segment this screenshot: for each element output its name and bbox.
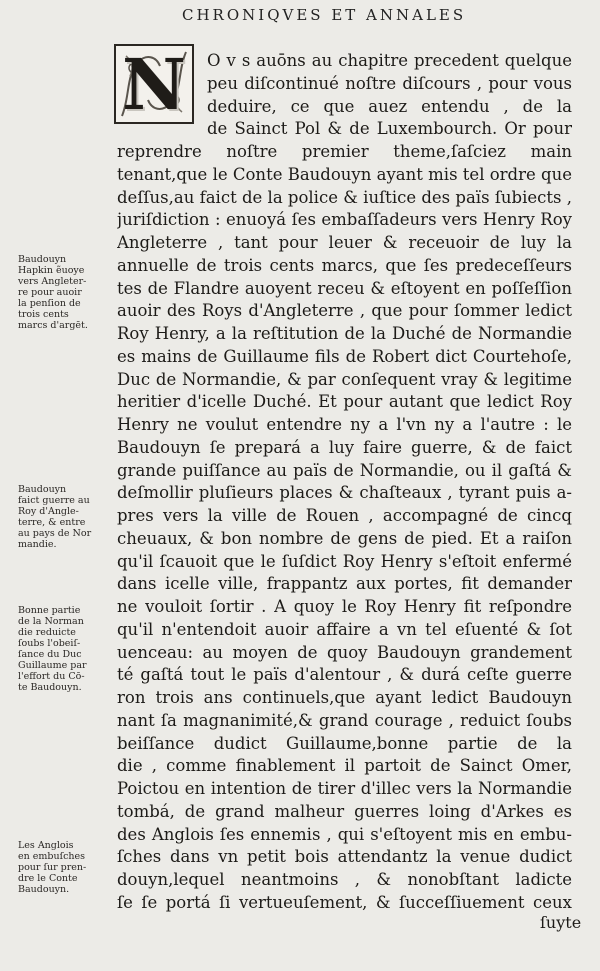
text-line: ſe ſe portá ſi vertueuſement, & ſucceſſiuement ceux <box>117 892 572 912</box>
margin-note-line: dre le Conte <box>18 873 78 884</box>
margin-note-line: en embuſches <box>18 851 86 862</box>
margin-note-line: ſance du Duc <box>18 649 82 660</box>
margin-note-line: de la Norman <box>18 616 84 627</box>
decorated-initial <box>114 44 194 124</box>
text-line: tenant,que le Conte Baudouyn ayant mis tel ordre que <box>117 164 572 184</box>
margin-note-line: marcs d'argēt. <box>18 320 88 331</box>
text-line: juriſdiction : enuoyá ſes embaſſadeurs vers Henry Roy <box>117 210 572 230</box>
text-line: reprendre noſtre premier theme,ſaſciez main <box>117 142 572 161</box>
catchword: ſuyte <box>540 913 582 932</box>
margin-note-line: au pays de Nor <box>18 528 92 539</box>
drop-cap-letter: N <box>122 42 186 126</box>
text-line: peu diſcontinué noſtre diſcours , pour vous <box>207 73 572 93</box>
margin-note-line: mandie. <box>18 539 57 550</box>
text-line: deſmollir pluſieurs places & chaſteaux , tyrant puis a- <box>117 483 572 503</box>
text-line: ron trois ans continuels,que ayant ledict Baudouyn <box>117 688 572 707</box>
margin-note-line: Roy d'Angle- <box>18 506 79 517</box>
text-line: ne vouloit ſortir . A quoy le Roy Henry fit reſpondre <box>117 597 572 616</box>
margin-note-line: Baudouyn. <box>18 884 70 895</box>
text-line: uenceau: au moyen de quoy Baudouyn grandement <box>117 642 572 662</box>
margin-note-line: te Baudouyn. <box>18 682 82 693</box>
margin-note-line: Guillaume par <box>18 660 87 671</box>
text-line: Roy Henry, a la reſtitution de la Duché de Normandie <box>117 324 572 343</box>
text-line: tes de Flandre auoyent receu & eſtoyent en poſſeſſion <box>117 278 572 298</box>
text-line: heritier d'icelle Duché. Et pour autant que ledict Roy <box>117 392 572 412</box>
margin-note-line: ſoubs l'obeiſ- <box>18 638 81 649</box>
margin-note-line: trois cents <box>18 309 69 320</box>
margin-note-line: Baudouyn <box>18 484 67 495</box>
text-line: deſſus,au faict de la police & iuſtice des païs ſubiects , <box>117 187 572 207</box>
margin-note-line: Baudouyn <box>18 254 67 265</box>
margin-note-line: Bonne partie <box>18 605 81 616</box>
text-line: grande puiſſance au païs de Normandie, ou il gaſtá & <box>117 460 572 480</box>
text-line: nant ſa magnanimité,& grand courage , reduict ſoubs <box>117 710 572 730</box>
text-line: annuelle de trois cents marcs, que ſes predeceſſeurs <box>117 255 572 275</box>
text-line: auoir des Roys d'Angleterre , que pour ſommer ledict <box>117 301 572 321</box>
text-line: des Anglois ſes ennemis , qui s'eſtoyent mis en embu- <box>117 824 572 844</box>
text-line: de Sainct Pol & de Luxembourch. Or pour <box>207 119 572 139</box>
margin-note-line: terre, & entre <box>18 517 86 528</box>
margin-note-line: la penſion de <box>18 298 81 309</box>
text-line: die , comme finablement il partoit de Sainct Omer, <box>117 756 572 776</box>
margin-note-line: pour ſur pren- <box>18 862 87 873</box>
text-line: deduire, ce que auez entendu , de la <box>207 96 572 116</box>
text-line: douyn,lequel neantmoins , & nonobſtant ladicte <box>117 870 572 889</box>
margin-note-line: re pour auoir <box>18 287 82 298</box>
text-line: té gaſtá tout le païs d'alentour , & durá ceſte guerre <box>117 665 572 685</box>
margin-note-line: l'effort du Cō- <box>18 671 85 682</box>
text-line: dans icelle ville, frappantz aux portes, fit demander <box>117 574 572 594</box>
text-line: Poictou en intention de tirer d'illec vers la Normandie <box>117 779 572 798</box>
text-line: ſches dans vn petit bois attendantz la venue dudict <box>117 847 572 867</box>
text-line: Henry ne voulut entendre ny a l'vn ny a l'autre : le <box>117 415 572 434</box>
margin-note-line: Hapkin ẽuoye <box>18 265 85 276</box>
margin-note-line: Les Anglois <box>18 840 74 851</box>
text-line: tombá, de grand malheur guerres loing d'Arkes es <box>117 801 572 821</box>
text-line: es mains de Guillaume fils de Robert dict Courtehoſe, <box>117 346 572 366</box>
running-head: CHRONIQVES ET ANNALES <box>182 6 467 24</box>
text-line: O v s auōns au chapitre precedent quelque <box>207 51 572 70</box>
text-line: qu'il ſcauoit que le ſuſdict Roy Henry s'eſtoit enfermé <box>117 551 572 571</box>
text-line: Duc de Normandie, & par conſequent vray & legitime <box>117 369 572 389</box>
text-line: cheuaux, & bon nombre de gens de pied. Et a raiſon <box>117 528 572 548</box>
margin-note-line: vers Angleter- <box>18 276 87 287</box>
text-line: pres vers la ville de Rouen , accompagné de cincq <box>117 506 572 525</box>
text-line: qu'il n'entendoit auoir affaire a vn tel eſuenté & ſot <box>117 619 572 639</box>
text-line: beiſſance dudict Guillaume,bonne partie de la <box>117 733 572 753</box>
text-line: Baudouyn ſe prepará a luy faire guerre, & de faict <box>117 437 572 457</box>
margin-note-line: die reduicte <box>18 627 76 638</box>
text-line: Angleterre , tant pour leuer & receuoir de luy la <box>117 233 572 252</box>
margin-note-line: faict guerre au <box>18 495 90 506</box>
